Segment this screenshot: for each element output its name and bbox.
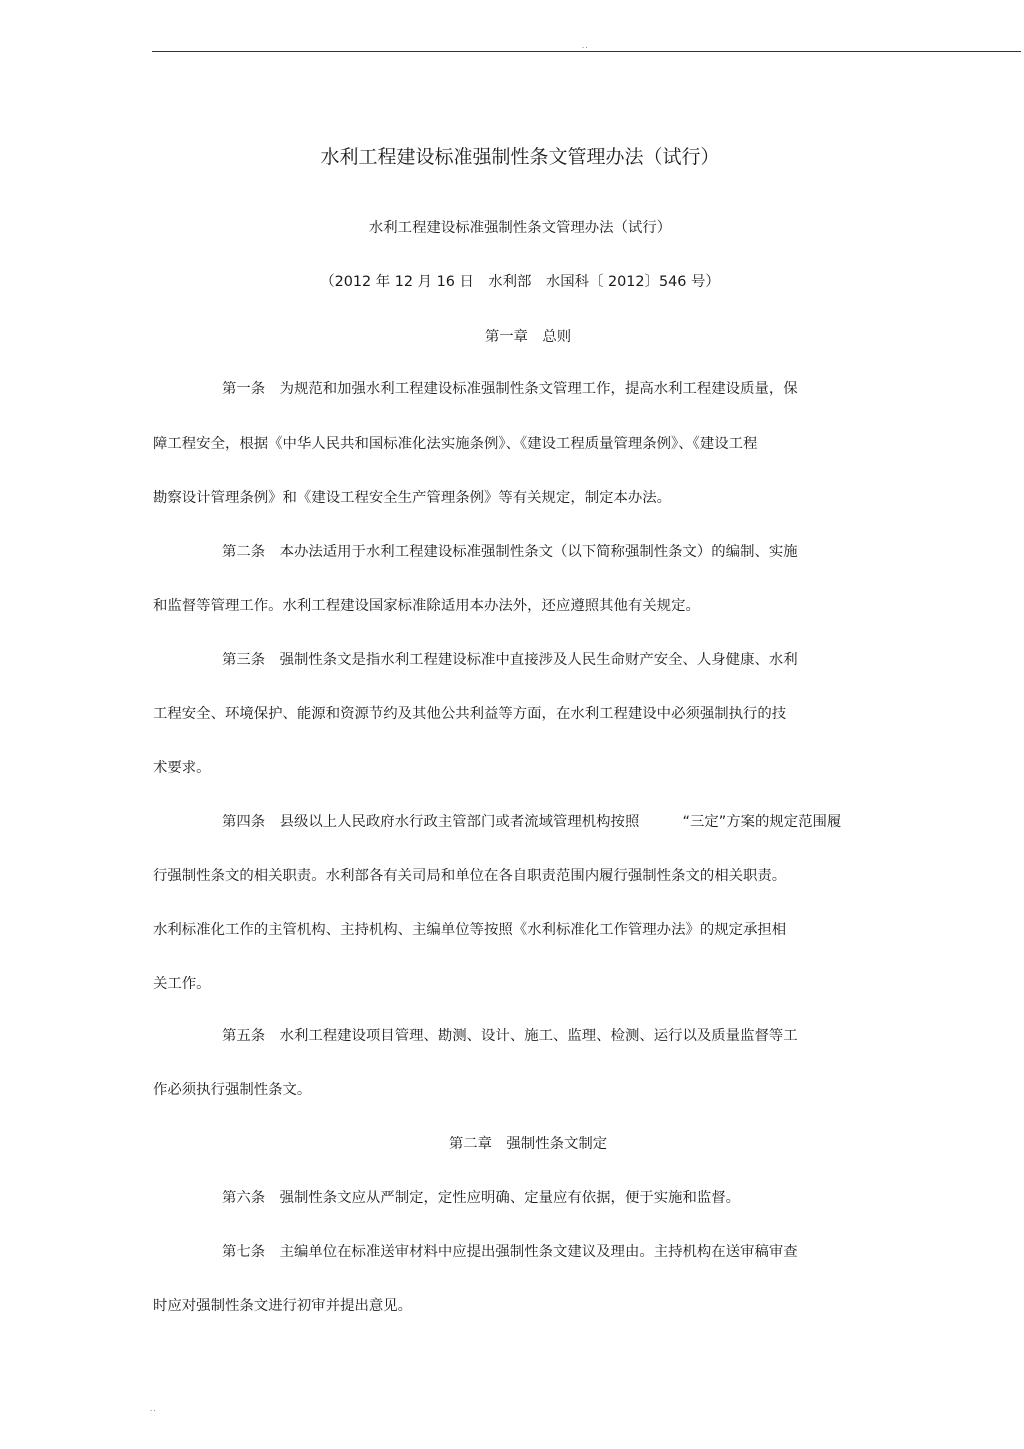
article-1-line-3: 勘察设计管理条例》和《建设工程安全生产管理条例》等有关规定，制定本办法。 [153,490,672,506]
article-3-line-3: 术要求。 [153,760,211,776]
article-2-line-1: 第二条 本办法适用于水利工程建设标准强制性条文（以下简称强制性条文）的编制、实施 [222,544,798,560]
article-4-line-3: 水利标准化工作的主管机构、主持机构、主编单位等按照《水利标准化工作管理办法》的规定承担相 [153,922,787,938]
article-2-line-2: 和监督等管理工作。水利工程建设国家标准除适用本办法外，还应遵照其他有关规定。 [153,598,700,614]
article-4-line-1: 第四条 县级以上人民政府水行政主管部门或者流域管理机构按照 “三定”方案的规定范围履 [222,814,842,830]
chapter-heading-1: 第一章 总则 [484,329,572,345]
document-title: 水利工程建设标准强制性条文管理办法（试行） [320,146,720,168]
article-6-line-1: 第六条 强制性条文应从严制定，定性应明确、定量应有依据，便于实施和监督。 [222,1190,741,1206]
header-rule [152,51,1021,52]
article-3-line-2: 工程安全、环境保护、能源和资源节约及其他公共利益等方面，在水利工程建设中必须强制执行的技 [153,706,787,722]
article-5-line-1: 第五条 水利工程建设项目管理、勘测、设计、施工、监理、检测、运行以及质量监督等工 [222,1028,798,1044]
article-4-line-4: 关工作。 [153,976,211,992]
issue-info: （2012 年 12 月 16 日 水利部 水国科〔 2012〕546 号） [320,274,720,290]
article-3-line-1: 第三条 强制性条文是指水利工程建设标准中直接涉及人民生命财产安全、人身健康、水利 [222,652,798,668]
article-1-line-2: 障工程安全，根据《中华人民共和国标准化法实施条例》、《建设工程质量管理条例》、《建设工程 [153,436,758,452]
document-subtitle: 水利工程建设标准强制性条文管理办法（试行） [368,220,672,236]
article-1-line-1: 第一条 为规范和加强水利工程建设标准强制性条文管理工作，提高水利工程建设质量，保 [222,381,798,397]
chapter-heading-2: 第二章 强制性条文制定 [448,1136,608,1152]
article-7-line-2: 时应对强制性条文进行初审并提出意见。 [153,1298,413,1314]
article-5-line-2: 作必须执行强制性条文。 [153,1082,312,1098]
footer-mark: .. [150,1405,157,1413]
article-7-line-1: 第七条 主编单位在标准送审材料中应提出强制性条文建议及理由。主持机构在送审稿审查 [222,1244,798,1260]
header-mark: .. [582,42,589,50]
article-4-line-2: 行强制性条文的相关职责。水利部各有关司局和单位在各自职责范围内履行强制性条文的相关职责。 [153,868,787,884]
